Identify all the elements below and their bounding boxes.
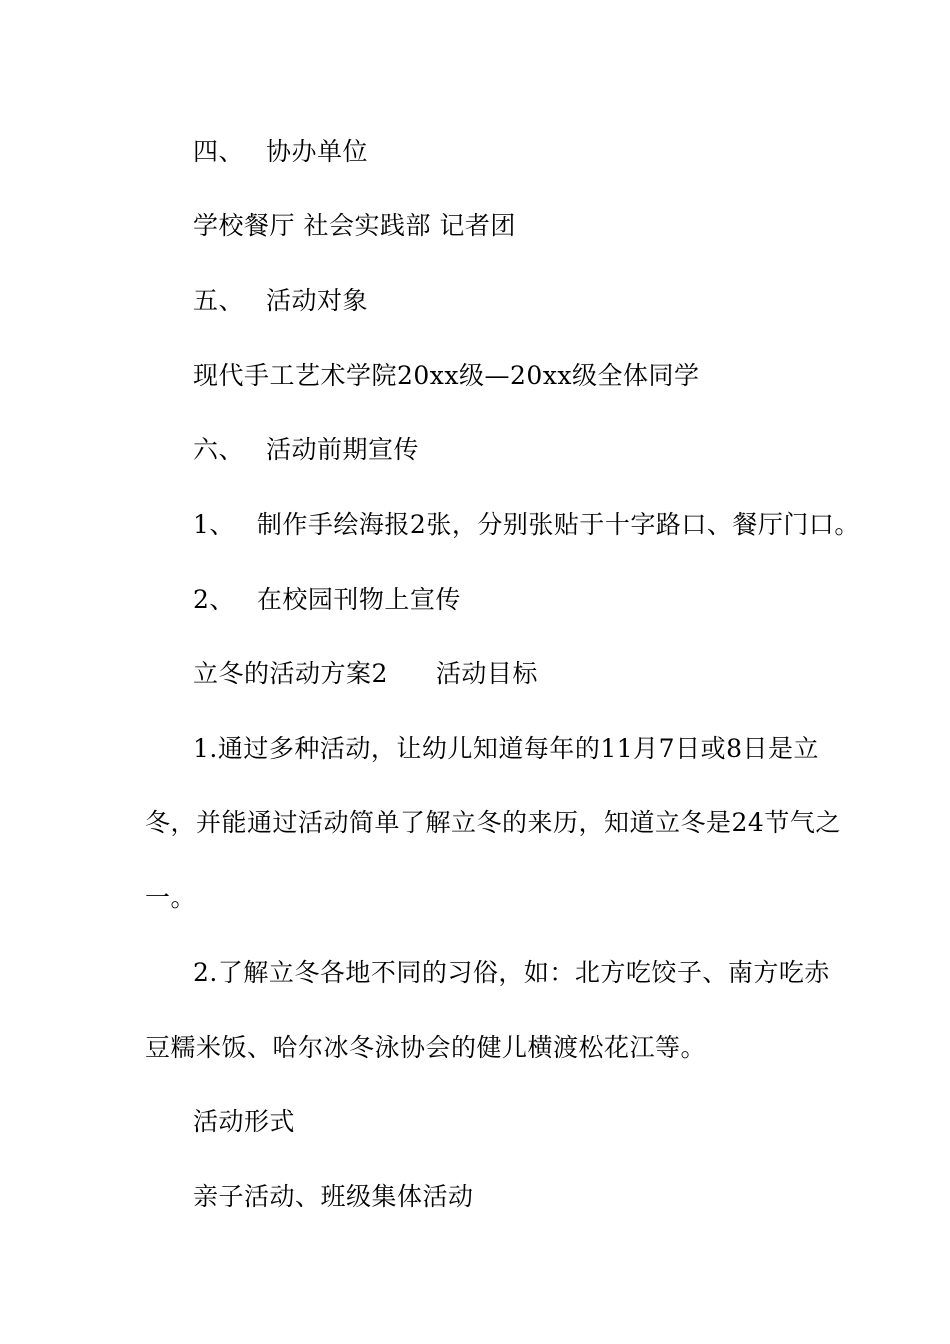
section-six-number: 六、	[193, 435, 245, 464]
goal-two-line-2: 豆糯米饭、哈尔冰冬泳协会的健儿横渡松花江等。	[145, 1033, 707, 1062]
item-1-text: 制作手绘海报2张，分别张贴于十字路口、餐厅门口。	[256, 510, 860, 539]
item-2-number: 2、	[193, 585, 235, 614]
plan-two-title: 立冬的活动方案2	[193, 659, 388, 688]
item-1-number: 1、	[193, 510, 235, 539]
goal-one-line-3: 一。	[145, 883, 197, 912]
section-six-item-2	[193, 585, 461, 615]
goal-one-line-2: 冬，并能通过活动简单了解立冬的来历，知道立冬是24节气之	[145, 808, 841, 837]
section-four-title: 协办单位	[266, 137, 369, 166]
form-body: 亲子活动、班级集体活动	[193, 1182, 474, 1211]
section-four-number: 四、	[193, 137, 245, 166]
form-heading: 活动形式	[193, 1107, 296, 1136]
plan-two-title-line	[193, 659, 538, 689]
section-six-item-1	[193, 510, 860, 540]
section-five-number: 五、	[193, 286, 245, 315]
section-five-body: 现代手工艺术学院20xx级—20xx级全体同学	[193, 361, 700, 390]
section-five-title: 活动对象	[266, 286, 369, 315]
section-six-title: 活动前期宣传	[266, 435, 420, 464]
section-five-heading	[193, 286, 368, 316]
item-2-text: 在校园刊物上宣传	[256, 585, 461, 614]
goal-one-line-1: 1.通过多种活动，让幼儿知道每年的11月7日或8日是立	[193, 734, 819, 763]
section-four-body: 学校餐厅 社会实践部 记者团	[193, 211, 516, 240]
section-four-heading	[193, 137, 368, 167]
goal-two-line-1: 2.了解立冬各地不同的习俗，如：北方吃饺子、南方吃赤	[193, 958, 830, 987]
goal-heading: 活动目标	[435, 659, 538, 688]
section-six-heading	[193, 435, 419, 465]
